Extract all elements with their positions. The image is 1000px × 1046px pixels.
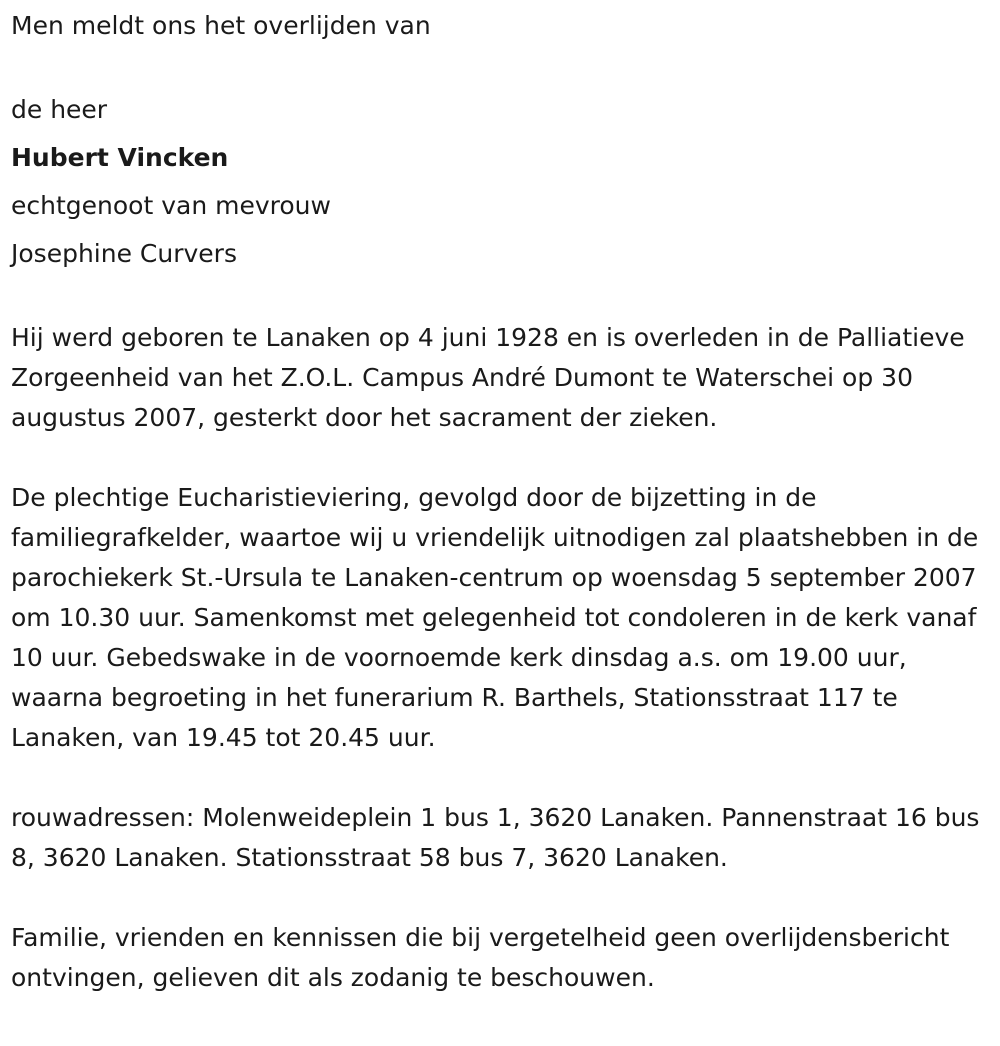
intro-text: Men meldt ons het overlijden van (11, 11, 431, 40)
death-notice (11, 6, 986, 998)
spouse-name: Josephine Curvers (11, 239, 237, 268)
closing-paragraph: Familie, vrienden en kennissen die bij vergetelheid geen overlijdensbericht ontvingen, gelieven dit als zodanig te beschouwen. (11, 923, 950, 992)
spouse-label: echtgenoot van mevrouw (11, 191, 331, 220)
honorific: de heer (11, 95, 108, 124)
deceased-name: Hubert Vincken (11, 143, 229, 172)
ceremony-paragraph: De plechtige Eucharistieviering, gevolgd door de bijzetting in de familiegrafkelder, waartoe wij u vriendelijk uitnodigen zal plaatshebben in de parochiekerk St.-Ursula te Lanaken-centrum op woensdag 5 september 2007 om 10.30 uur. Samenkomst met gelegenheid tot condoleren in de kerk vanaf 10 uur. Gebedswake in de voornoemde kerk dinsdag a.s. om 19.00 uur, waarna begroeting in het funerarium R. Barthels, Stationsstraat 117 te Lanaken, van 19.45 tot 20.45 uur. (11, 483, 979, 752)
addresses-paragraph: rouwadressen: Molenweideplein 1 bus 1, 3620 Lanaken. Pannenstraat 16 bus 8, 3620 Lanaken. Stationsstraat 58 bus 7, 3620 Lanaken. (11, 803, 980, 872)
birth-death-paragraph: Hij werd geboren te Lanaken op 4 juni 1928 en is overleden in de Palliatieve Zorgeenheid van het Z.O.L. Campus André Dumont te Waterschei op 30 augustus 2007, gesterkt door het sacrament der zieken. (11, 323, 965, 432)
